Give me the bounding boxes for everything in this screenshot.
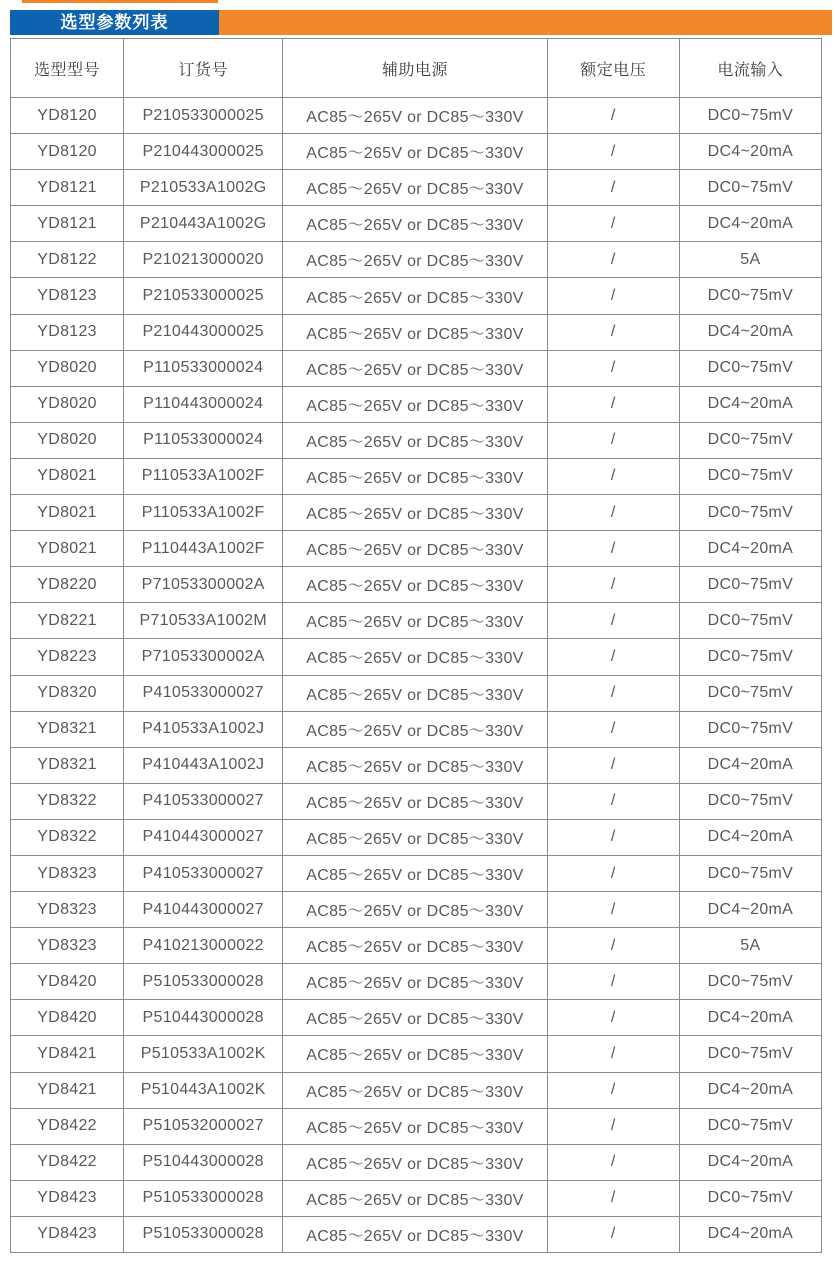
cell-rated-voltage: / <box>547 531 679 567</box>
column-header-model: 选型型号 <box>11 39 124 98</box>
cell-aux-power: AC85～265V or DC85～330V <box>283 747 547 783</box>
cell-model: YD8423 <box>11 1180 124 1216</box>
cell-current-input: DC0~75mV <box>679 675 821 711</box>
cell-order-number: P410443A1002J <box>124 747 283 783</box>
cell-current-input: DC0~75mV <box>679 495 821 531</box>
cell-rated-voltage: / <box>547 1180 679 1216</box>
cell-model: YD8322 <box>11 819 124 855</box>
cell-model: YD8420 <box>11 1000 124 1036</box>
cell-rated-voltage: / <box>547 170 679 206</box>
cell-rated-voltage: / <box>547 495 679 531</box>
cell-aux-power: AC85～265V or DC85～330V <box>283 386 547 422</box>
cell-order-number: P510533000028 <box>124 1180 283 1216</box>
cell-order-number: P210213000020 <box>124 242 283 278</box>
table-body <box>11 98 822 1253</box>
table-row <box>11 675 822 711</box>
cell-order-number: P410533000027 <box>124 675 283 711</box>
cell-order-number: P110443A1002F <box>124 531 283 567</box>
cell-rated-voltage: / <box>547 134 679 170</box>
cell-order-number: P110443000024 <box>124 386 283 422</box>
cell-current-input: DC4~20mA <box>679 386 821 422</box>
cell-aux-power: AC85～265V or DC85～330V <box>283 675 547 711</box>
table-row <box>11 1108 822 1144</box>
table-row <box>11 928 822 964</box>
cell-order-number: P210533000025 <box>124 278 283 314</box>
cell-model: YD8322 <box>11 783 124 819</box>
header-row <box>11 39 822 98</box>
cell-rated-voltage: / <box>547 783 679 819</box>
cell-aux-power: AC85～265V or DC85～330V <box>283 1144 547 1180</box>
cell-order-number: P410533A1002J <box>124 711 283 747</box>
table-row <box>11 783 822 819</box>
cell-order-number: P710533A1002M <box>124 603 283 639</box>
table-row <box>11 495 822 531</box>
cell-aux-power: AC85～265V or DC85～330V <box>283 422 547 458</box>
cell-model: YD8120 <box>11 98 124 134</box>
cell-aux-power: AC85～265V or DC85～330V <box>283 783 547 819</box>
cell-model: YD8123 <box>11 278 124 314</box>
cell-rated-voltage: / <box>547 1000 679 1036</box>
cell-order-number: P510532000027 <box>124 1108 283 1144</box>
table-row <box>11 458 822 494</box>
cell-rated-voltage: / <box>547 350 679 386</box>
cell-model: YD8421 <box>11 1036 124 1072</box>
cell-rated-voltage: / <box>547 928 679 964</box>
table-row <box>11 1216 822 1252</box>
cell-current-input: DC0~75mV <box>679 278 821 314</box>
cell-rated-voltage: / <box>547 1144 679 1180</box>
cell-current-input: DC4~20mA <box>679 1216 821 1252</box>
cell-order-number: P410443000027 <box>124 892 283 928</box>
cell-aux-power: AC85～265V or DC85～330V <box>283 458 547 494</box>
column-header-order-number: 订货号 <box>124 39 283 98</box>
cell-order-number: P71053300002A <box>124 567 283 603</box>
cell-rated-voltage: / <box>547 278 679 314</box>
table-row <box>11 531 822 567</box>
cell-current-input: DC0~75mV <box>679 639 821 675</box>
cell-model: YD8021 <box>11 531 124 567</box>
cell-model: YD8020 <box>11 422 124 458</box>
cell-model: YD8021 <box>11 495 124 531</box>
cell-model: YD8423 <box>11 1216 124 1252</box>
cell-rated-voltage: / <box>547 711 679 747</box>
cell-aux-power: AC85～265V or DC85～330V <box>283 964 547 1000</box>
cell-aux-power: AC85～265V or DC85～330V <box>283 495 547 531</box>
cell-rated-voltage: / <box>547 567 679 603</box>
cell-order-number: P510443000028 <box>124 1000 283 1036</box>
cell-rated-voltage: / <box>547 1216 679 1252</box>
table-row <box>11 422 822 458</box>
cell-current-input: DC0~75mV <box>679 1108 821 1144</box>
cell-rated-voltage: / <box>547 639 679 675</box>
cell-rated-voltage: / <box>547 747 679 783</box>
page-title: 选型参数列表 <box>10 10 219 35</box>
selection-parameter-table <box>10 38 822 1253</box>
cell-order-number: P410533000027 <box>124 783 283 819</box>
cell-current-input: DC0~75mV <box>679 98 821 134</box>
cell-order-number: P410443000027 <box>124 819 283 855</box>
cell-aux-power: AC85～265V or DC85～330V <box>283 134 547 170</box>
cell-rated-voltage: / <box>547 458 679 494</box>
cell-model: YD8021 <box>11 458 124 494</box>
cell-rated-voltage: / <box>547 386 679 422</box>
cell-rated-voltage: / <box>547 206 679 242</box>
table-row <box>11 314 822 350</box>
cell-aux-power: AC85～265V or DC85～330V <box>283 1180 547 1216</box>
cell-aux-power: AC85～265V or DC85～330V <box>283 350 547 386</box>
cell-model: YD8223 <box>11 639 124 675</box>
cell-aux-power: AC85～265V or DC85～330V <box>283 928 547 964</box>
table-row <box>11 603 822 639</box>
cell-rated-voltage: / <box>547 892 679 928</box>
cell-model: YD8020 <box>11 350 124 386</box>
cell-order-number: P510533000028 <box>124 1216 283 1252</box>
column-header-aux-power: 辅助电源 <box>283 39 547 98</box>
cell-aux-power: AC85～265V or DC85～330V <box>283 819 547 855</box>
cell-aux-power: AC85～265V or DC85～330V <box>283 1000 547 1036</box>
cell-current-input: DC4~20mA <box>679 531 821 567</box>
cell-order-number: P510533000028 <box>124 964 283 1000</box>
cell-current-input: DC0~75mV <box>679 711 821 747</box>
cell-current-input: 5A <box>679 242 821 278</box>
cell-current-input: DC0~75mV <box>679 170 821 206</box>
cell-current-input: DC0~75mV <box>679 567 821 603</box>
cell-model: YD8323 <box>11 855 124 891</box>
table-row <box>11 170 822 206</box>
cell-rated-voltage: / <box>547 964 679 1000</box>
cell-current-input: DC0~75mV <box>679 964 821 1000</box>
cell-order-number: P410213000022 <box>124 928 283 964</box>
cell-rated-voltage: / <box>547 675 679 711</box>
cell-current-input: DC0~75mV <box>679 855 821 891</box>
cell-model: YD8422 <box>11 1108 124 1144</box>
table-row <box>11 855 822 891</box>
table-row <box>11 1072 822 1108</box>
cell-current-input: DC4~20mA <box>679 747 821 783</box>
cell-model: YD8220 <box>11 567 124 603</box>
cell-rated-voltage: / <box>547 422 679 458</box>
cell-model: YD8321 <box>11 747 124 783</box>
cell-rated-voltage: / <box>547 855 679 891</box>
cell-current-input: DC4~20mA <box>679 892 821 928</box>
cell-model: YD8020 <box>11 386 124 422</box>
cell-order-number: P110533A1002F <box>124 458 283 494</box>
table-row <box>11 1036 822 1072</box>
cell-aux-power: AC85～265V or DC85～330V <box>283 892 547 928</box>
cell-aux-power: AC85～265V or DC85～330V <box>283 855 547 891</box>
cell-order-number: P410533000027 <box>124 855 283 891</box>
cell-rated-voltage: / <box>547 314 679 350</box>
cell-current-input: DC4~20mA <box>679 134 821 170</box>
cell-model: YD8321 <box>11 711 124 747</box>
cell-current-input: DC0~75mV <box>679 783 821 819</box>
cell-current-input: DC0~75mV <box>679 603 821 639</box>
cell-aux-power: AC85～265V or DC85～330V <box>283 1108 547 1144</box>
table-row <box>11 134 822 170</box>
cell-order-number: P210443000025 <box>124 134 283 170</box>
table-row <box>11 278 822 314</box>
cell-current-input: 5A <box>679 928 821 964</box>
cell-rated-voltage: / <box>547 98 679 134</box>
table-row <box>11 1144 822 1180</box>
cell-aux-power: AC85～265V or DC85～330V <box>283 242 547 278</box>
cell-model: YD8221 <box>11 603 124 639</box>
cell-order-number: P110533A1002F <box>124 495 283 531</box>
table-row <box>11 242 822 278</box>
cell-order-number: P110533000024 <box>124 422 283 458</box>
cell-model: YD8323 <box>11 892 124 928</box>
table-row <box>11 711 822 747</box>
table-row <box>11 747 822 783</box>
column-header-current-input: 电流输入 <box>679 39 821 98</box>
cell-model: YD8122 <box>11 242 124 278</box>
cell-aux-power: AC85～265V or DC85～330V <box>283 170 547 206</box>
cell-aux-power: AC85～265V or DC85～330V <box>283 1036 547 1072</box>
cell-rated-voltage: / <box>547 1036 679 1072</box>
cell-aux-power: AC85～265V or DC85～330V <box>283 603 547 639</box>
cell-model: YD8422 <box>11 1144 124 1180</box>
cell-model: YD8121 <box>11 170 124 206</box>
cell-rated-voltage: / <box>547 603 679 639</box>
table-row <box>11 1180 822 1216</box>
cell-current-input: DC0~75mV <box>679 422 821 458</box>
title-accent-bar <box>219 10 832 35</box>
cell-model: YD8320 <box>11 675 124 711</box>
cell-rated-voltage: / <box>547 1072 679 1108</box>
table-row <box>11 98 822 134</box>
cell-order-number: P110533000024 <box>124 350 283 386</box>
cell-aux-power: AC85～265V or DC85～330V <box>283 711 547 747</box>
title-top-accent-line <box>22 0 218 3</box>
cell-current-input: DC0~75mV <box>679 1036 821 1072</box>
cell-aux-power: AC85～265V or DC85～330V <box>283 531 547 567</box>
cell-model: YD8421 <box>11 1072 124 1108</box>
cell-order-number: P510443000028 <box>124 1144 283 1180</box>
cell-aux-power: AC85～265V or DC85～330V <box>283 567 547 603</box>
cell-aux-power: AC85～265V or DC85～330V <box>283 278 547 314</box>
cell-current-input: DC0~75mV <box>679 1180 821 1216</box>
cell-current-input: DC0~75mV <box>679 350 821 386</box>
cell-order-number: P71053300002A <box>124 639 283 675</box>
cell-order-number: P510533A1002K <box>124 1036 283 1072</box>
cell-aux-power: AC85～265V or DC85～330V <box>283 1216 547 1252</box>
column-header-rated-voltage: 额定电压 <box>547 39 679 98</box>
cell-current-input: DC0~75mV <box>679 458 821 494</box>
cell-model: YD8121 <box>11 206 124 242</box>
table-row <box>11 639 822 675</box>
table-row <box>11 206 822 242</box>
cell-rated-voltage: / <box>547 1108 679 1144</box>
cell-order-number: P210533000025 <box>124 98 283 134</box>
cell-model: YD8323 <box>11 928 124 964</box>
cell-aux-power: AC85～265V or DC85～330V <box>283 98 547 134</box>
cell-model: YD8420 <box>11 964 124 1000</box>
cell-current-input: DC4~20mA <box>679 1144 821 1180</box>
cell-rated-voltage: / <box>547 242 679 278</box>
cell-current-input: DC4~20mA <box>679 1072 821 1108</box>
cell-model: YD8120 <box>11 134 124 170</box>
table-row <box>11 1000 822 1036</box>
cell-current-input: DC4~20mA <box>679 206 821 242</box>
cell-aux-power: AC85～265V or DC85～330V <box>283 1072 547 1108</box>
table-row <box>11 386 822 422</box>
cell-model: YD8123 <box>11 314 124 350</box>
table-row <box>11 892 822 928</box>
table-row <box>11 819 822 855</box>
cell-current-input: DC4~20mA <box>679 819 821 855</box>
table-row <box>11 350 822 386</box>
cell-aux-power: AC85～265V or DC85～330V <box>283 639 547 675</box>
cell-rated-voltage: / <box>547 819 679 855</box>
cell-order-number: P210443000025 <box>124 314 283 350</box>
table-row <box>11 567 822 603</box>
cell-order-number: P210443A1002G <box>124 206 283 242</box>
cell-aux-power: AC85～265V or DC85～330V <box>283 206 547 242</box>
cell-current-input: DC4~20mA <box>679 314 821 350</box>
cell-order-number: P510443A1002K <box>124 1072 283 1108</box>
cell-current-input: DC4~20mA <box>679 1000 821 1036</box>
cell-aux-power: AC85～265V or DC85～330V <box>283 314 547 350</box>
table-row <box>11 964 822 1000</box>
cell-order-number: P210533A1002G <box>124 170 283 206</box>
